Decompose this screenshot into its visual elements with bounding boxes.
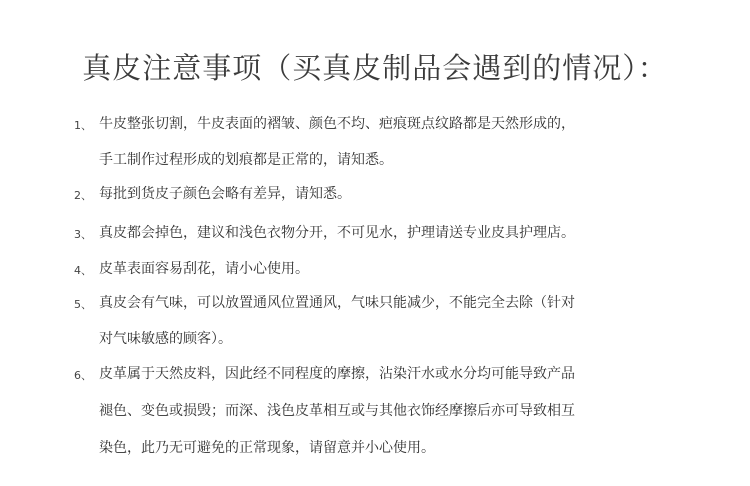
item-2-line-1: 每批到货皮子颜色会略有差异，请知悉。 <box>99 186 351 202</box>
item-4-line-1: 皮革表面容易刮花，请小心使用。 <box>99 261 309 277</box>
item-6-line-3: 染色，此乃无可避免的正常现象，请留意并小心使用。 <box>99 440 435 456</box>
item-number-1: 1、 <box>74 119 92 132</box>
item-number-4: 4、 <box>74 264 92 277</box>
item-1-line-1: 牛皮整张切割，牛皮表面的褶皱、颜色不均、疤痕斑点纹路都是天然形成的， <box>99 116 575 132</box>
page-title: 真皮注意事项（买真皮制品会遇到的情况）： <box>82 51 668 85</box>
item-1-line-2: 手工制作过程形成的划痕都是正常的，请知悉。 <box>99 152 393 168</box>
item-number-6: 6、 <box>74 369 92 382</box>
item-6-line-2: 褪色、变色或损毁；而深、浅色皮革相互或与其他衣饰经摩擦后亦可导致相互 <box>99 403 575 419</box>
item-number-2: 2、 <box>74 189 92 202</box>
item-number-3: 3、 <box>74 228 92 241</box>
item-number-5: 5、 <box>74 298 92 311</box>
item-5-line-2: 对气味敏感的顾客）。 <box>99 331 232 347</box>
item-5-line-1: 真皮会有气味，可以放置通风位置通风，气味只能减少，不能完全去除（针对 <box>99 295 575 311</box>
item-3-line-1: 真皮都会掉色，建议和浅色衣物分开，不可见水，护理请送专业皮具护理店。 <box>99 225 575 241</box>
item-6-line-1: 皮革属于天然皮料，因此经不同程度的摩擦，沾染汗水或水分均可能导致产品 <box>99 366 575 382</box>
